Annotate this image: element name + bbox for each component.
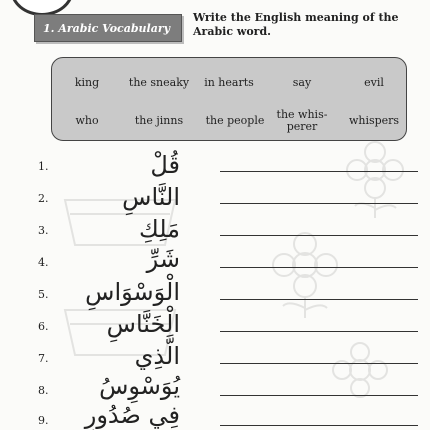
arabic-word: الْوَسْوَاسِ: [85, 278, 180, 306]
answer-line[interactable]: [220, 395, 418, 396]
item-number: 8.: [38, 384, 49, 397]
vocab-word: whispers: [348, 114, 400, 127]
instructions-text: Write the English meaning of the Arabic word.: [193, 11, 399, 38]
arabic-word: الْخَنَّاسِ: [106, 310, 180, 338]
vocab-word: in hearts: [204, 76, 254, 89]
item-number: 7.: [38, 352, 49, 365]
arabic-word: النَّاسِ: [122, 183, 180, 211]
vocab-word: who: [75, 114, 99, 127]
vocabulary-box: [51, 57, 407, 141]
answer-line[interactable]: [220, 203, 418, 204]
answer-line[interactable]: [220, 235, 418, 236]
vocab-word: evil: [364, 76, 384, 89]
arabic-word: الَّذِي: [134, 342, 180, 370]
vocab-word: the sneaky: [128, 76, 190, 89]
section-label: 1. Arabic Vocabulary: [34, 14, 182, 42]
arabic-word: مَلِكِ: [138, 215, 180, 243]
answer-line[interactable]: [220, 299, 418, 300]
flower-watermark-icon: [330, 140, 420, 220]
arabic-word: شَرِّ: [146, 245, 180, 273]
arabic-word: قُلْ: [150, 151, 180, 179]
item-number: 1.: [38, 160, 49, 173]
flower-watermark-icon: [255, 230, 355, 320]
flower-watermark-icon: [320, 340, 400, 420]
vocab-word: the jinns: [134, 114, 184, 127]
arabic-word: يُوَسْوِسُ: [99, 372, 180, 400]
vocab-word: king: [74, 76, 100, 89]
vocab-word: say: [292, 76, 312, 89]
arabic-word: فِي صُدُورِ: [84, 401, 180, 429]
answer-line[interactable]: [220, 425, 418, 426]
item-number: 6.: [38, 320, 49, 333]
item-number: 3.: [38, 224, 49, 237]
item-number: 2.: [38, 192, 49, 205]
item-number: 9.: [38, 414, 49, 427]
answer-line[interactable]: [220, 171, 418, 172]
item-number: 5.: [38, 288, 49, 301]
answer-line[interactable]: [220, 331, 418, 332]
item-number: 4.: [38, 256, 49, 269]
vocab-word: the whis- perer: [276, 108, 328, 133]
vocab-word: the people: [205, 114, 265, 127]
answer-line[interactable]: [220, 363, 418, 364]
answer-line[interactable]: [220, 267, 418, 268]
